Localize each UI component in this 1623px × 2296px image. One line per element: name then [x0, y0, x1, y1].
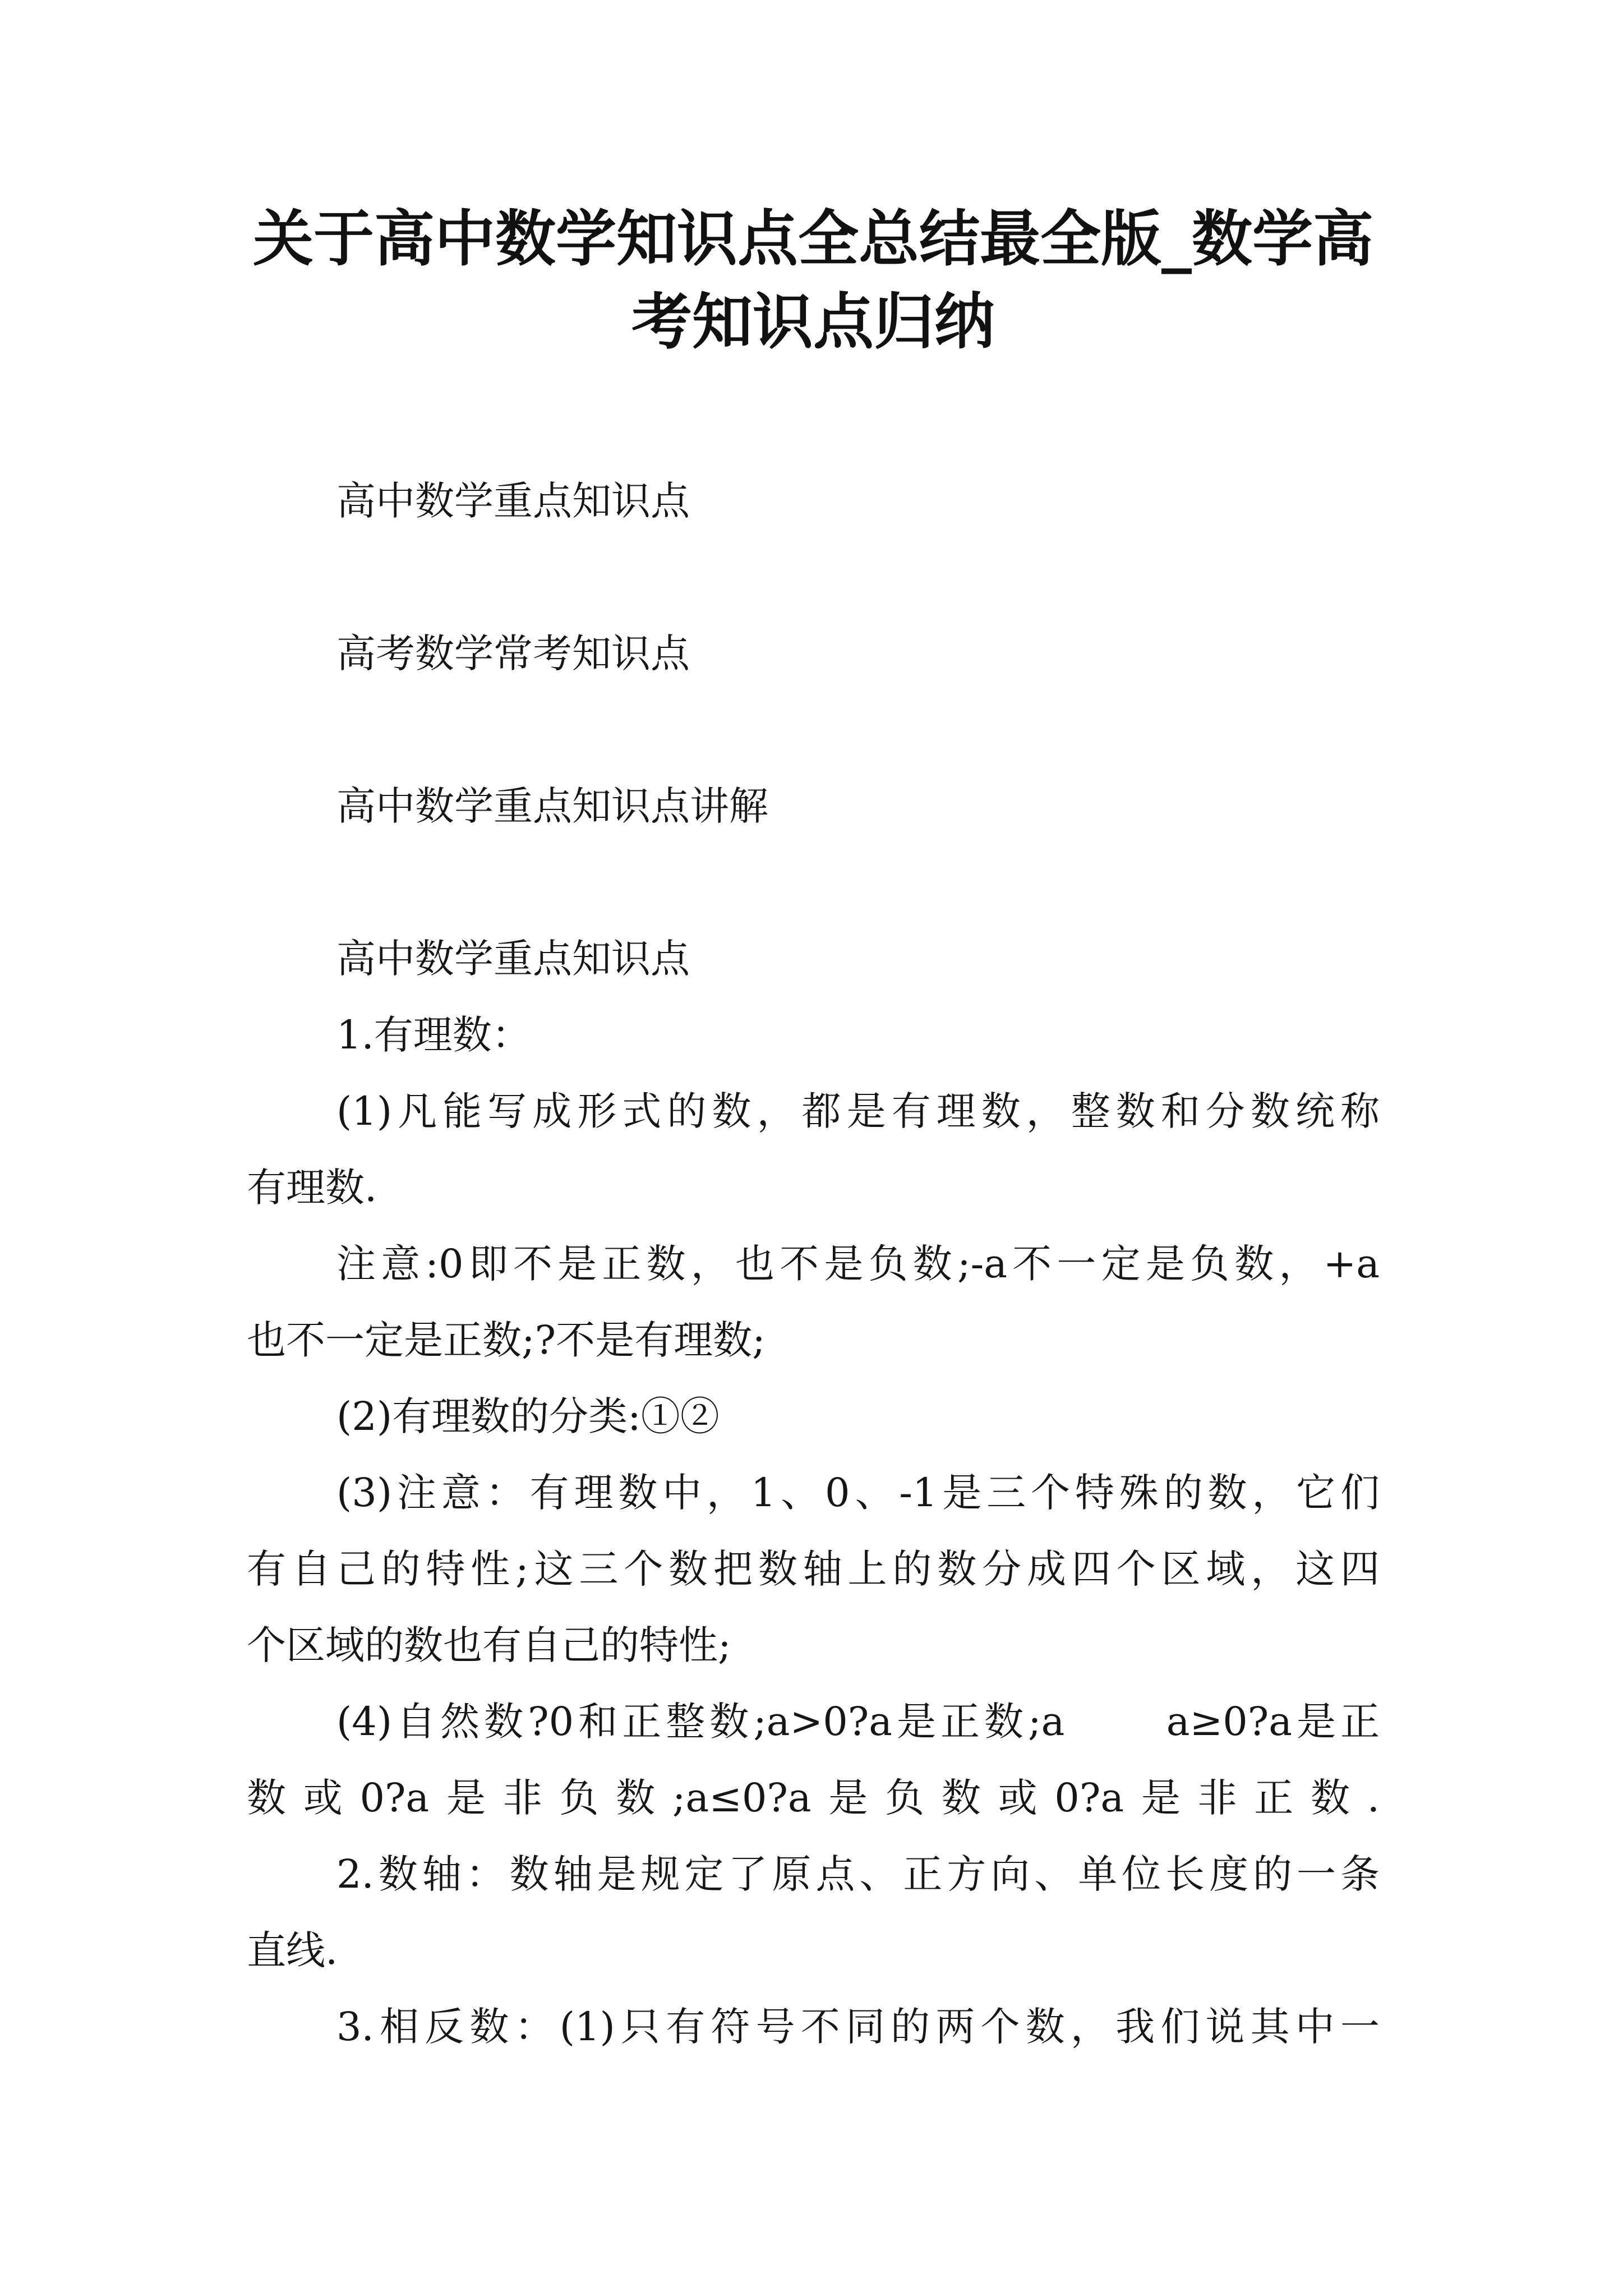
related-link-3[interactable]: 高中数学重点知识点讲解	[336, 783, 768, 829]
paragraph-line: (1)凡能写成形式的数，都是有理数，整数和分数统称	[336, 1088, 1380, 1134]
section-heading: 高中数学重点知识点	[336, 936, 690, 982]
paragraph-line: (3)注意：有理数中，1、0、-1是三个特殊的数，它们	[336, 1470, 1380, 1516]
paragraph-line: 2.数轴：数轴是规定了原点、正方向、单位长度的一条	[336, 1851, 1380, 1897]
related-link-1[interactable]: 高中数学重点知识点	[336, 478, 690, 524]
paragraph-line: 个区域的数也有自己的特性;	[247, 1622, 731, 1668]
paragraph-line: (2)有理数的分类:①②	[336, 1393, 720, 1439]
item-1-heading: 1.有理数：	[336, 1012, 531, 1058]
document-title-line-2: 考知识点归纳	[631, 287, 995, 357]
paragraph-line: 有理数.	[247, 1165, 377, 1211]
paragraph-line: 也不一定是正数;?不是有理数;	[247, 1317, 766, 1363]
paragraph-line: 注意:0即不是正数，也不是负数;-a不一定是负数，+a	[336, 1241, 1380, 1287]
paragraph-line: 数或0?a是非负数;a≤0?a是负数或0?a是非正数.	[247, 1775, 1380, 1821]
paragraph-line: (4)自然数?0和正整数;a>0?a是正数;a a≥0?a是正	[336, 1699, 1380, 1745]
document-title-line-1: 关于高中数学知识点全总结最全版_数学高	[252, 204, 1373, 274]
related-link-2[interactable]: 高考数学常考知识点	[336, 631, 690, 677]
paragraph-line: 直线.	[247, 1927, 338, 1973]
paragraph-line: 3.相反数：(1)只有符号不同的两个数，我们说其中一	[336, 2004, 1380, 2050]
paragraph-line: 有自己的特性;这三个数把数轴上的数分成四个区域，这四	[247, 1546, 1380, 1592]
